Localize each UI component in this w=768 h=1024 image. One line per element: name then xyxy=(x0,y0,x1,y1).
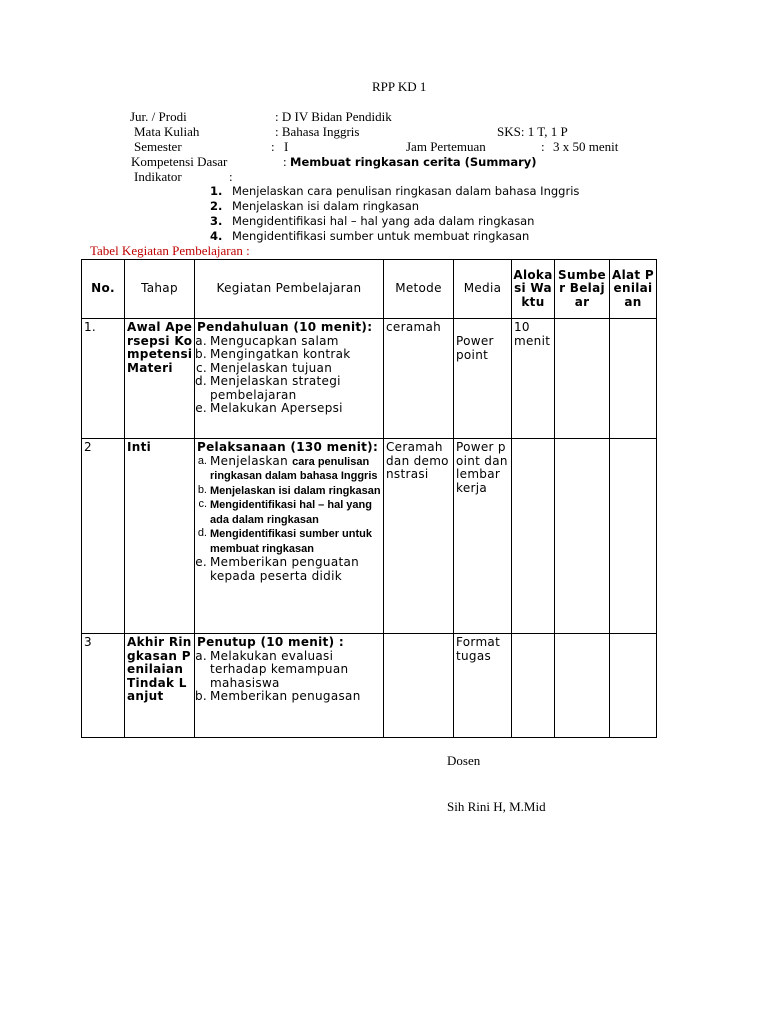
semester-colon: : xyxy=(271,139,275,154)
kompetensi-label: Kompetensi Dasar xyxy=(131,154,228,169)
indikator-list xyxy=(210,184,579,244)
cell-media: Power point dan lembar kerja xyxy=(454,439,512,634)
indikator-item xyxy=(210,184,579,199)
activity-marker: a. xyxy=(195,333,207,348)
header-alat: Alat Penilaian xyxy=(610,260,657,319)
kompetensi-value: Membuat ringkasan cerita (Summary) xyxy=(290,155,537,169)
matkul-label: Mata Kuliah xyxy=(134,124,200,139)
activity-marker: d. xyxy=(194,374,207,388)
activity-text: Memberikan penugasan xyxy=(210,689,361,703)
cell-no: 2 xyxy=(82,439,125,634)
phase-title: Pelaksanaan (130 menit): xyxy=(197,440,379,454)
cell-alat xyxy=(610,634,657,738)
activity-marker: a. xyxy=(197,454,207,467)
activity-text: Menjelaskan tujuan xyxy=(210,360,333,375)
header-tahap: Tahap xyxy=(125,260,195,319)
cell-tahap: Inti xyxy=(125,439,195,634)
header-metode: Metode xyxy=(384,260,454,319)
indikator-colon: : xyxy=(229,169,233,184)
sks-value: SKS: 1 T, 1 P xyxy=(497,124,568,139)
learning-activities-table xyxy=(81,259,657,738)
cell-media: Power point xyxy=(454,319,512,439)
cell-alat xyxy=(610,319,657,439)
activity-text: Mengidentifikasi hal – hal yang ada dalam ringkasan xyxy=(210,499,372,526)
table-header-row xyxy=(82,260,657,319)
indikator-text: Mengidentifikasi hal – hal yang ada dalam ringkasan xyxy=(232,214,535,228)
signature-label: Dosen xyxy=(447,753,481,768)
activity-item xyxy=(194,689,382,704)
activity-marker: e. xyxy=(195,401,207,415)
activity-item xyxy=(197,402,382,416)
indikator-text: Menjelaskan isi dalam ringkasan xyxy=(232,199,420,213)
matkul-value: : Bahasa Inggris xyxy=(275,124,360,139)
phase-title: Penutup (10 menit) : xyxy=(197,635,344,649)
table-row xyxy=(82,439,657,634)
cell-metode xyxy=(384,634,454,738)
indikator-number: 4. xyxy=(210,229,223,243)
cell-alokasi xyxy=(512,634,555,738)
header-media: Media xyxy=(454,260,512,319)
cell-tahap: Awal Apersepsi Kompetensi Materi xyxy=(125,319,195,439)
activity-item xyxy=(197,527,382,556)
activity-marker: e. xyxy=(195,555,207,569)
cell-media: Format tugas xyxy=(454,634,512,738)
activity-list xyxy=(194,648,382,704)
header-no: No. xyxy=(82,260,125,319)
indikator-item xyxy=(210,229,579,244)
cell-alokasi: 10 menit xyxy=(512,319,555,439)
cell-sumber xyxy=(555,319,610,439)
indikator-number: 1. xyxy=(210,184,223,198)
indikator-label: Indikator xyxy=(134,169,182,184)
table-row xyxy=(82,634,657,738)
kompetensi-colon: : xyxy=(283,154,287,169)
jurusan-label: Jur. / Prodi xyxy=(130,109,187,124)
cell-kegiatan xyxy=(195,319,384,439)
activity-item xyxy=(194,347,382,362)
activity-marker: b. xyxy=(194,689,207,703)
cell-sumber xyxy=(555,634,610,738)
table-caption: Tabel Kegiatan Pembelajaran : xyxy=(90,243,250,258)
activity-item xyxy=(194,374,382,402)
activity-item xyxy=(197,556,382,583)
cell-alokasi xyxy=(512,439,555,634)
activity-marker: c. xyxy=(198,498,207,510)
activity-item xyxy=(197,335,382,349)
header-kegiatan: Kegiatan Pembelajaran xyxy=(195,260,384,319)
activity-marker: b. xyxy=(194,347,207,361)
cell-no: 3 xyxy=(82,634,125,738)
phase-title: Pendahuluan (10 menit): xyxy=(197,320,373,334)
document-title: RPP KD 1 xyxy=(372,79,427,94)
activity-marker: b. xyxy=(197,483,207,496)
activity-marker: a. xyxy=(195,648,207,663)
signature-name: Sih Rini H, M.Mid xyxy=(447,799,546,814)
indikator-item xyxy=(210,199,579,214)
activity-lead: Menjelaskan xyxy=(210,453,288,468)
cell-no: 1. xyxy=(82,319,125,439)
activity-text: Melakukan Apersepsi xyxy=(210,401,343,415)
cell-alat xyxy=(610,439,657,634)
jam-colon: : xyxy=(541,139,545,154)
indikator-number: 2. xyxy=(210,199,223,213)
activity-text: Memberikan penguatan kepada peserta didik xyxy=(210,555,360,583)
table-row xyxy=(82,319,657,439)
activity-text: Menjelaskan strategi pembelajaran xyxy=(210,374,341,402)
activity-text: cara penulisan ringkasan dalam bahasa Inggris xyxy=(210,455,378,482)
activity-list xyxy=(197,455,382,584)
activity-text: Mengidentifikasi sumber untuk membuat ringkasan xyxy=(210,528,372,555)
activity-item xyxy=(197,650,382,691)
activity-text: Mengucapkan salam xyxy=(210,333,339,348)
indikator-number: 3. xyxy=(210,214,223,228)
activity-marker: c. xyxy=(195,360,207,375)
activity-item xyxy=(197,498,382,527)
activity-text: Melakukan evaluasi terhadap kemampuan mahasiswa xyxy=(210,648,349,690)
header-alokasi: Alokasi Waktu xyxy=(512,260,555,319)
header-sumber: Sumber Belajar xyxy=(555,260,610,319)
indikator-text: Menjelaskan cara penulisan ringkasan dalam bahasa Inggris xyxy=(232,184,580,198)
semester-label: Semester xyxy=(134,139,182,154)
activity-item xyxy=(197,455,382,484)
activity-text: Menjelaskan isi dalam ringkasan xyxy=(210,484,381,497)
activity-text: Mengingatkan kontrak xyxy=(210,347,351,361)
indikator-item xyxy=(210,214,579,229)
cell-tahap: Akhir Ringkasan Penilaian Tindak Lanjut xyxy=(125,634,195,738)
cell-sumber xyxy=(555,439,610,634)
cell-metode: ceramah xyxy=(384,319,454,439)
activity-item xyxy=(197,484,382,499)
activity-list xyxy=(194,333,382,416)
cell-kegiatan xyxy=(195,439,384,634)
semester-value: I xyxy=(284,139,289,154)
jam-label: Jam Pertemuan xyxy=(406,139,486,154)
jurusan-value: : D IV Bidan Pendidik xyxy=(275,109,392,124)
cell-kegiatan xyxy=(195,634,384,738)
indikator-text: Mengidentifikasi sumber untuk membuat ringkasan xyxy=(232,229,530,243)
activity-item xyxy=(197,362,382,376)
cell-metode: Ceramah dan demonstrasi xyxy=(384,439,454,634)
jam-value: 3 x 50 menit xyxy=(553,139,619,154)
activity-marker: d. xyxy=(197,527,207,539)
